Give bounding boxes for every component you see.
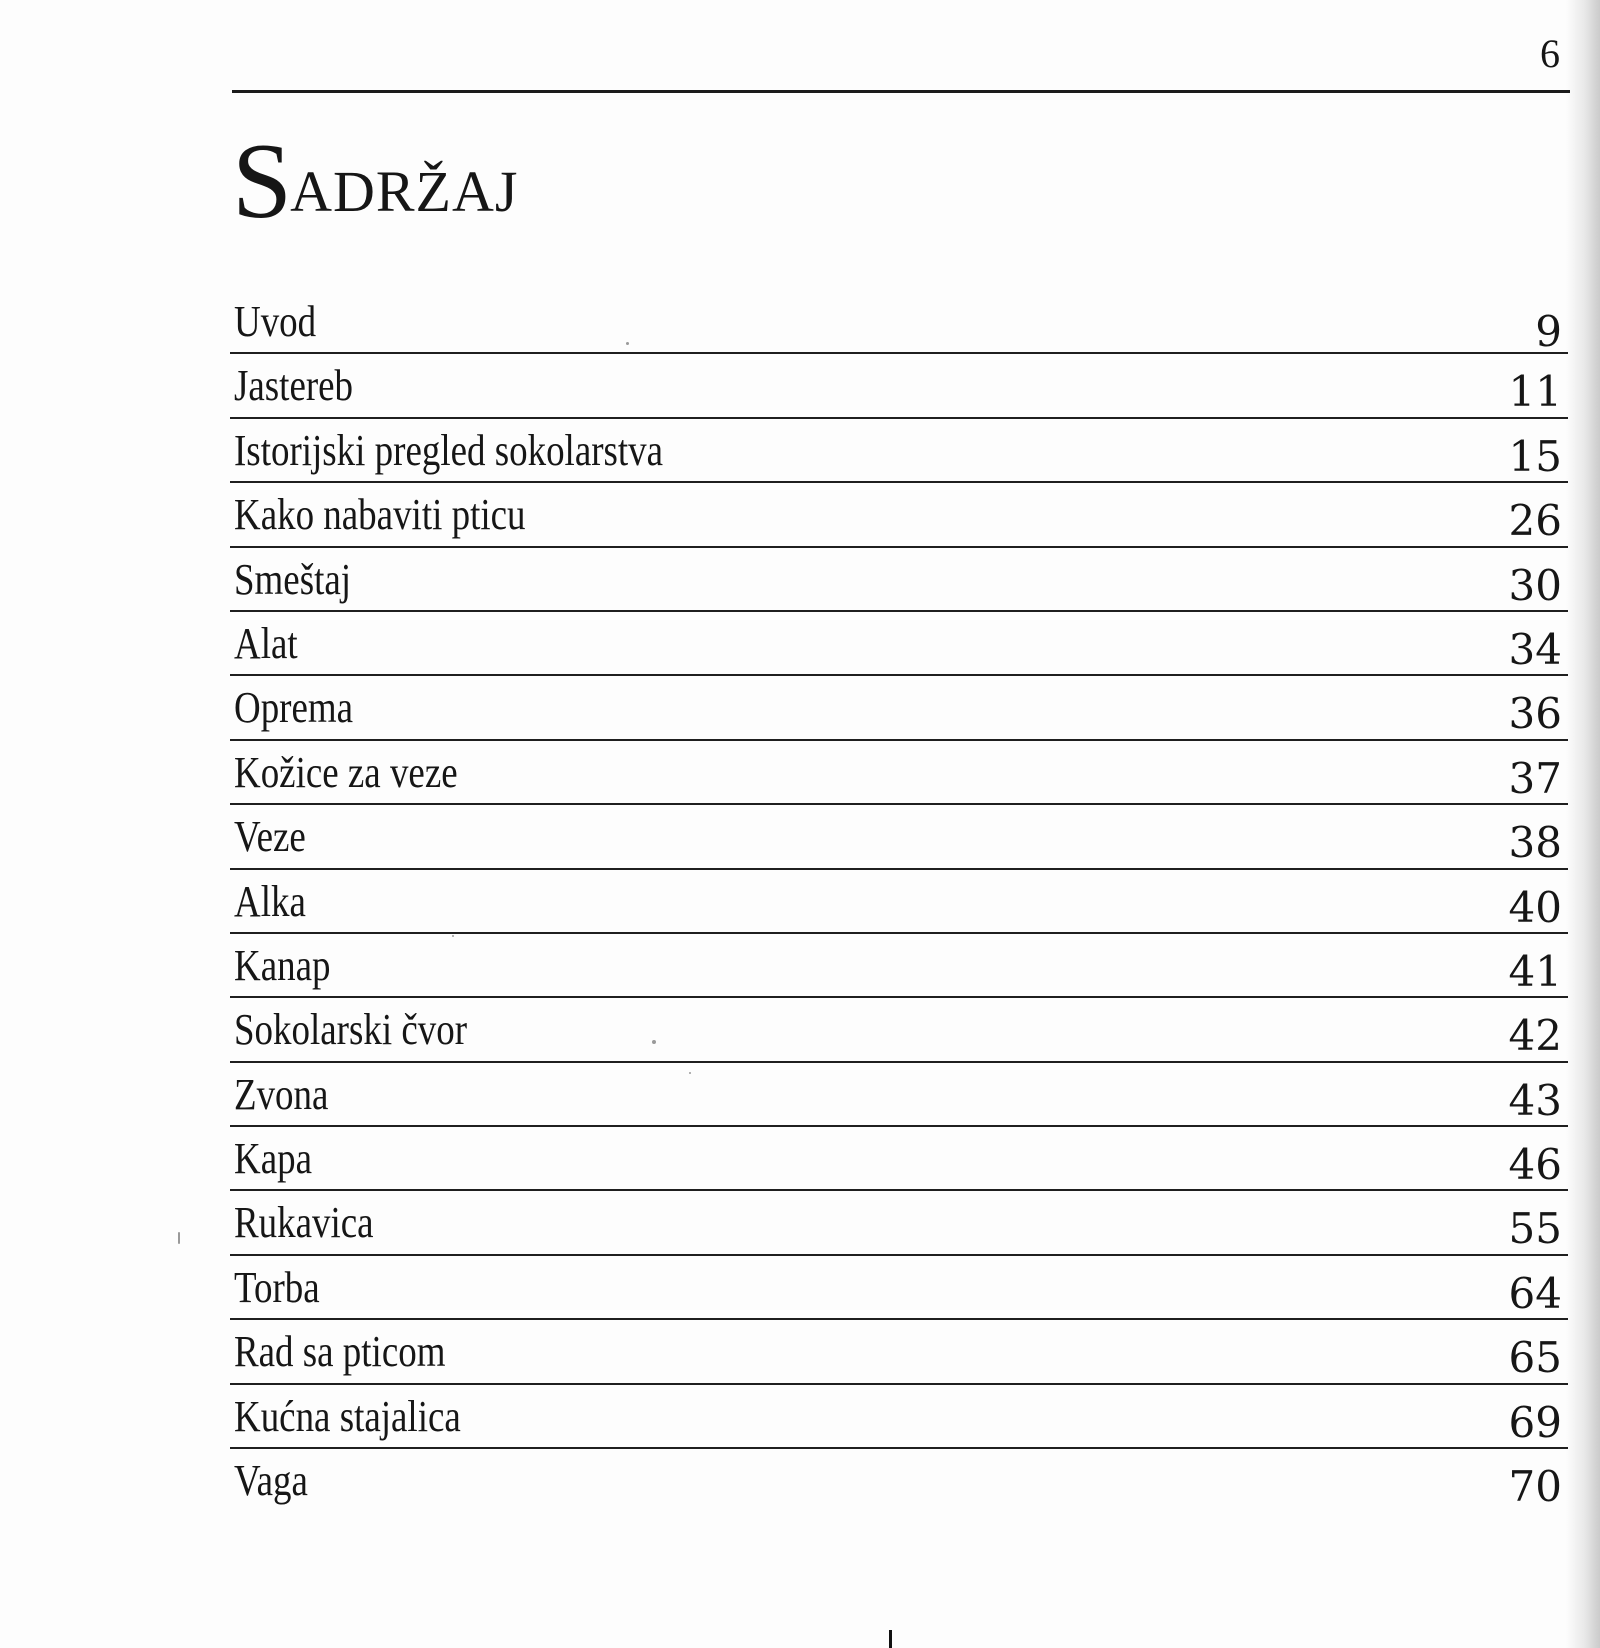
toc-entry [230, 1256, 1568, 1320]
bottom-crop-mark [889, 1630, 892, 1648]
toc-entry [230, 1449, 1568, 1513]
toc-entry [230, 1191, 1568, 1255]
toc-entry-page: 9 [1535, 307, 1562, 356]
toc-entry [230, 1127, 1568, 1191]
toc-entry [230, 998, 1568, 1062]
toc-entry [230, 1063, 1568, 1127]
toc-entry [230, 934, 1568, 998]
toc-entry [230, 805, 1568, 869]
toc-entry-title: Alat [234, 618, 298, 668]
toc-entry [230, 1385, 1568, 1449]
toc-entry-page: 38 [1508, 818, 1562, 868]
toc-entry-page: 42 [1508, 1011, 1562, 1061]
title-rest: ADRŽAJ [290, 159, 519, 224]
toc-entry-title: Kućna stajalica [234, 1391, 461, 1441]
page-title [232, 122, 519, 241]
title-initial: S [232, 122, 293, 241]
scan-speck [689, 1072, 691, 1074]
toc-entry-page: 65 [1508, 1333, 1562, 1383]
toc-entry-title: Rad sa pticom [234, 1327, 446, 1377]
scan-speck [626, 342, 629, 345]
toc-entry [230, 612, 1568, 676]
toc-entry-page: 43 [1508, 1075, 1562, 1125]
toc-entry-page: 55 [1508, 1204, 1562, 1254]
toc-entry [230, 354, 1568, 418]
toc-entry-page: 34 [1508, 624, 1562, 674]
toc-entry [230, 741, 1568, 805]
toc-entry-page: 64 [1508, 1268, 1562, 1318]
page-number: 6 [1540, 31, 1560, 76]
toc-entry-title: Veze [234, 812, 306, 862]
toc-entry-page: 26 [1508, 496, 1562, 546]
toc-entry-page: 36 [1508, 689, 1562, 739]
toc-entry-title: Kožice za veze [234, 747, 458, 797]
toc-entry-title: Alka [234, 876, 306, 926]
toc-entry-title: Torba [234, 1262, 320, 1312]
toc-entry-page: 70 [1508, 1462, 1562, 1512]
scan-speck [178, 1232, 180, 1244]
header-rule [232, 90, 1570, 93]
toc-entry-title: Kanap [234, 940, 331, 990]
toc-entry [230, 1320, 1568, 1384]
page-edge-shadow [1566, 0, 1600, 1648]
toc-entry [230, 290, 1568, 354]
scan-speck [652, 1040, 656, 1044]
toc-entry [230, 483, 1568, 547]
toc-entry [230, 419, 1568, 483]
table-of-contents [230, 290, 1568, 1513]
toc-entry-page: 15 [1508, 431, 1562, 481]
toc-entry-page: 40 [1508, 882, 1562, 932]
toc-entry-page: 41 [1508, 946, 1562, 996]
toc-entry-page: 69 [1508, 1397, 1562, 1447]
toc-entry [230, 870, 1568, 934]
toc-entry-title: Oprema [234, 683, 354, 733]
toc-entry-title: Istorijski pregled sokolarstva [234, 425, 664, 475]
toc-entry [230, 676, 1568, 740]
scan-speck [452, 935, 454, 937]
toc-entry-title: Uvod [234, 297, 317, 346]
toc-entry-title: Kapa [234, 1134, 312, 1184]
toc-entry-title: Kako nabaviti pticu [234, 490, 526, 540]
toc-entry-title: Smeštaj [234, 554, 352, 604]
toc-entry-page: 11 [1508, 367, 1562, 417]
toc-entry-title: Rukavica [234, 1198, 374, 1248]
toc-entry-page: 46 [1508, 1140, 1562, 1190]
toc-entry-title: Sokolarski čvor [234, 1005, 468, 1055]
toc-entry-page: 30 [1508, 560, 1562, 610]
toc-entry-title: Vaga [234, 1456, 308, 1506]
toc-entry [230, 548, 1568, 612]
toc-entry-title: Zvona [234, 1069, 329, 1119]
toc-entry-title: Jastereb [234, 361, 354, 411]
toc-entry-page: 37 [1508, 753, 1562, 803]
